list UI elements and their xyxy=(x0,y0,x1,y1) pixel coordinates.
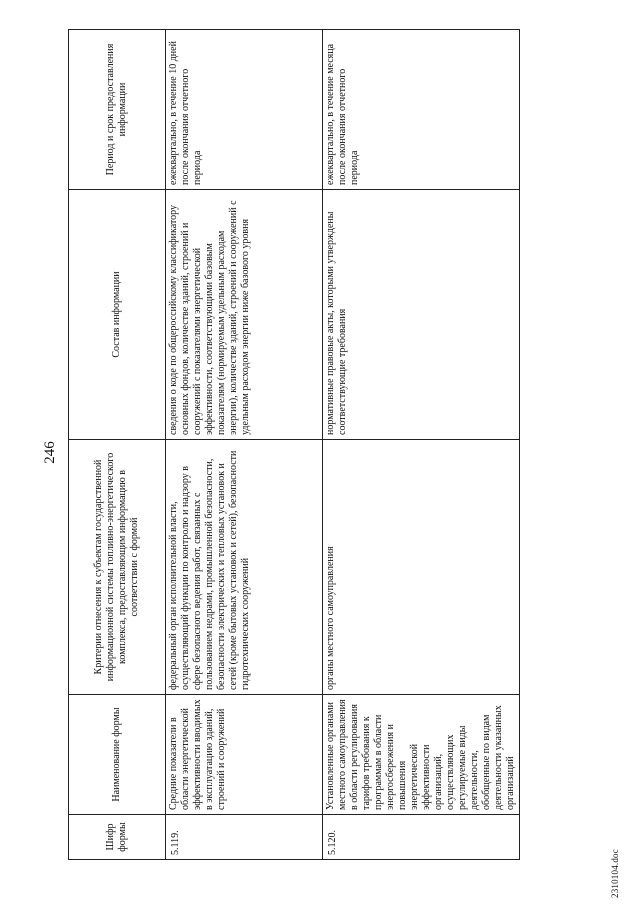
row-period: ежеквартально, в течение 10 дней после окончания отчетного периода xyxy=(166,30,323,190)
table-row xyxy=(166,30,323,860)
header-period: Период и срок предоставления информации xyxy=(69,30,166,190)
page-number: 246 xyxy=(42,441,58,464)
row-criteria: федеральный орган исполнительной власти, осуществляющий функции по контролю и надзору в сфере безопасного ведения работ, связанных с пользованием недрами, промышленной безопасности, безопасности электрических и тепловых установок и сетей (кроме бытовых установок и сетей), безопасности гидротехнических сооружений xyxy=(166,440,323,695)
document-file-code: 2310104.doc xyxy=(610,849,620,898)
row-code: 5.120. xyxy=(323,815,520,860)
header-criteria: Критерии отнесения к субъектам государственной информационной системы топливно-энергетического комплекса, предоставляющим информацию в соответствии с формой xyxy=(69,440,166,695)
row-period: ежеквартально, в течение месяца после окончания отчетного периода xyxy=(323,30,520,190)
row-code: 5.119. xyxy=(166,815,323,860)
forms-table xyxy=(68,29,520,860)
header-content: Состав информации xyxy=(69,190,166,440)
row-name: Установленные органами местного самоуправления в области регулирования тарифов требования к программам в области энергосбережения и повышения энергетической эффективности организаций, осуществляющих регулируемые виды деятельности, обобщенные по видам деятельности указанных организаций xyxy=(323,695,520,815)
row-content: нормативные правовые акты, которыми утверждены соответствующие требования xyxy=(323,190,520,440)
row-content: сведения о коде по общероссийскому классификатору основных фондов, количестве зданий, строений и сооружений с показателями энергетической эффективности, соответствующими базовым показателям (нормируемым удельным расходам энергии), количестве зданий, строений и сооружений с удельным расходом энергии ниже базового уровня xyxy=(166,190,323,440)
row-name: Средние показатели в области энергетической эффективности вводимых в эксплуатацию зданий, строений и сооружений xyxy=(166,695,323,815)
table-row xyxy=(323,30,520,860)
header-code: Шифр формы xyxy=(69,815,166,860)
row-criteria: органы местного самоуправления xyxy=(323,440,520,695)
table-header-row xyxy=(69,30,166,860)
header-name: Наименование формы xyxy=(69,695,166,815)
